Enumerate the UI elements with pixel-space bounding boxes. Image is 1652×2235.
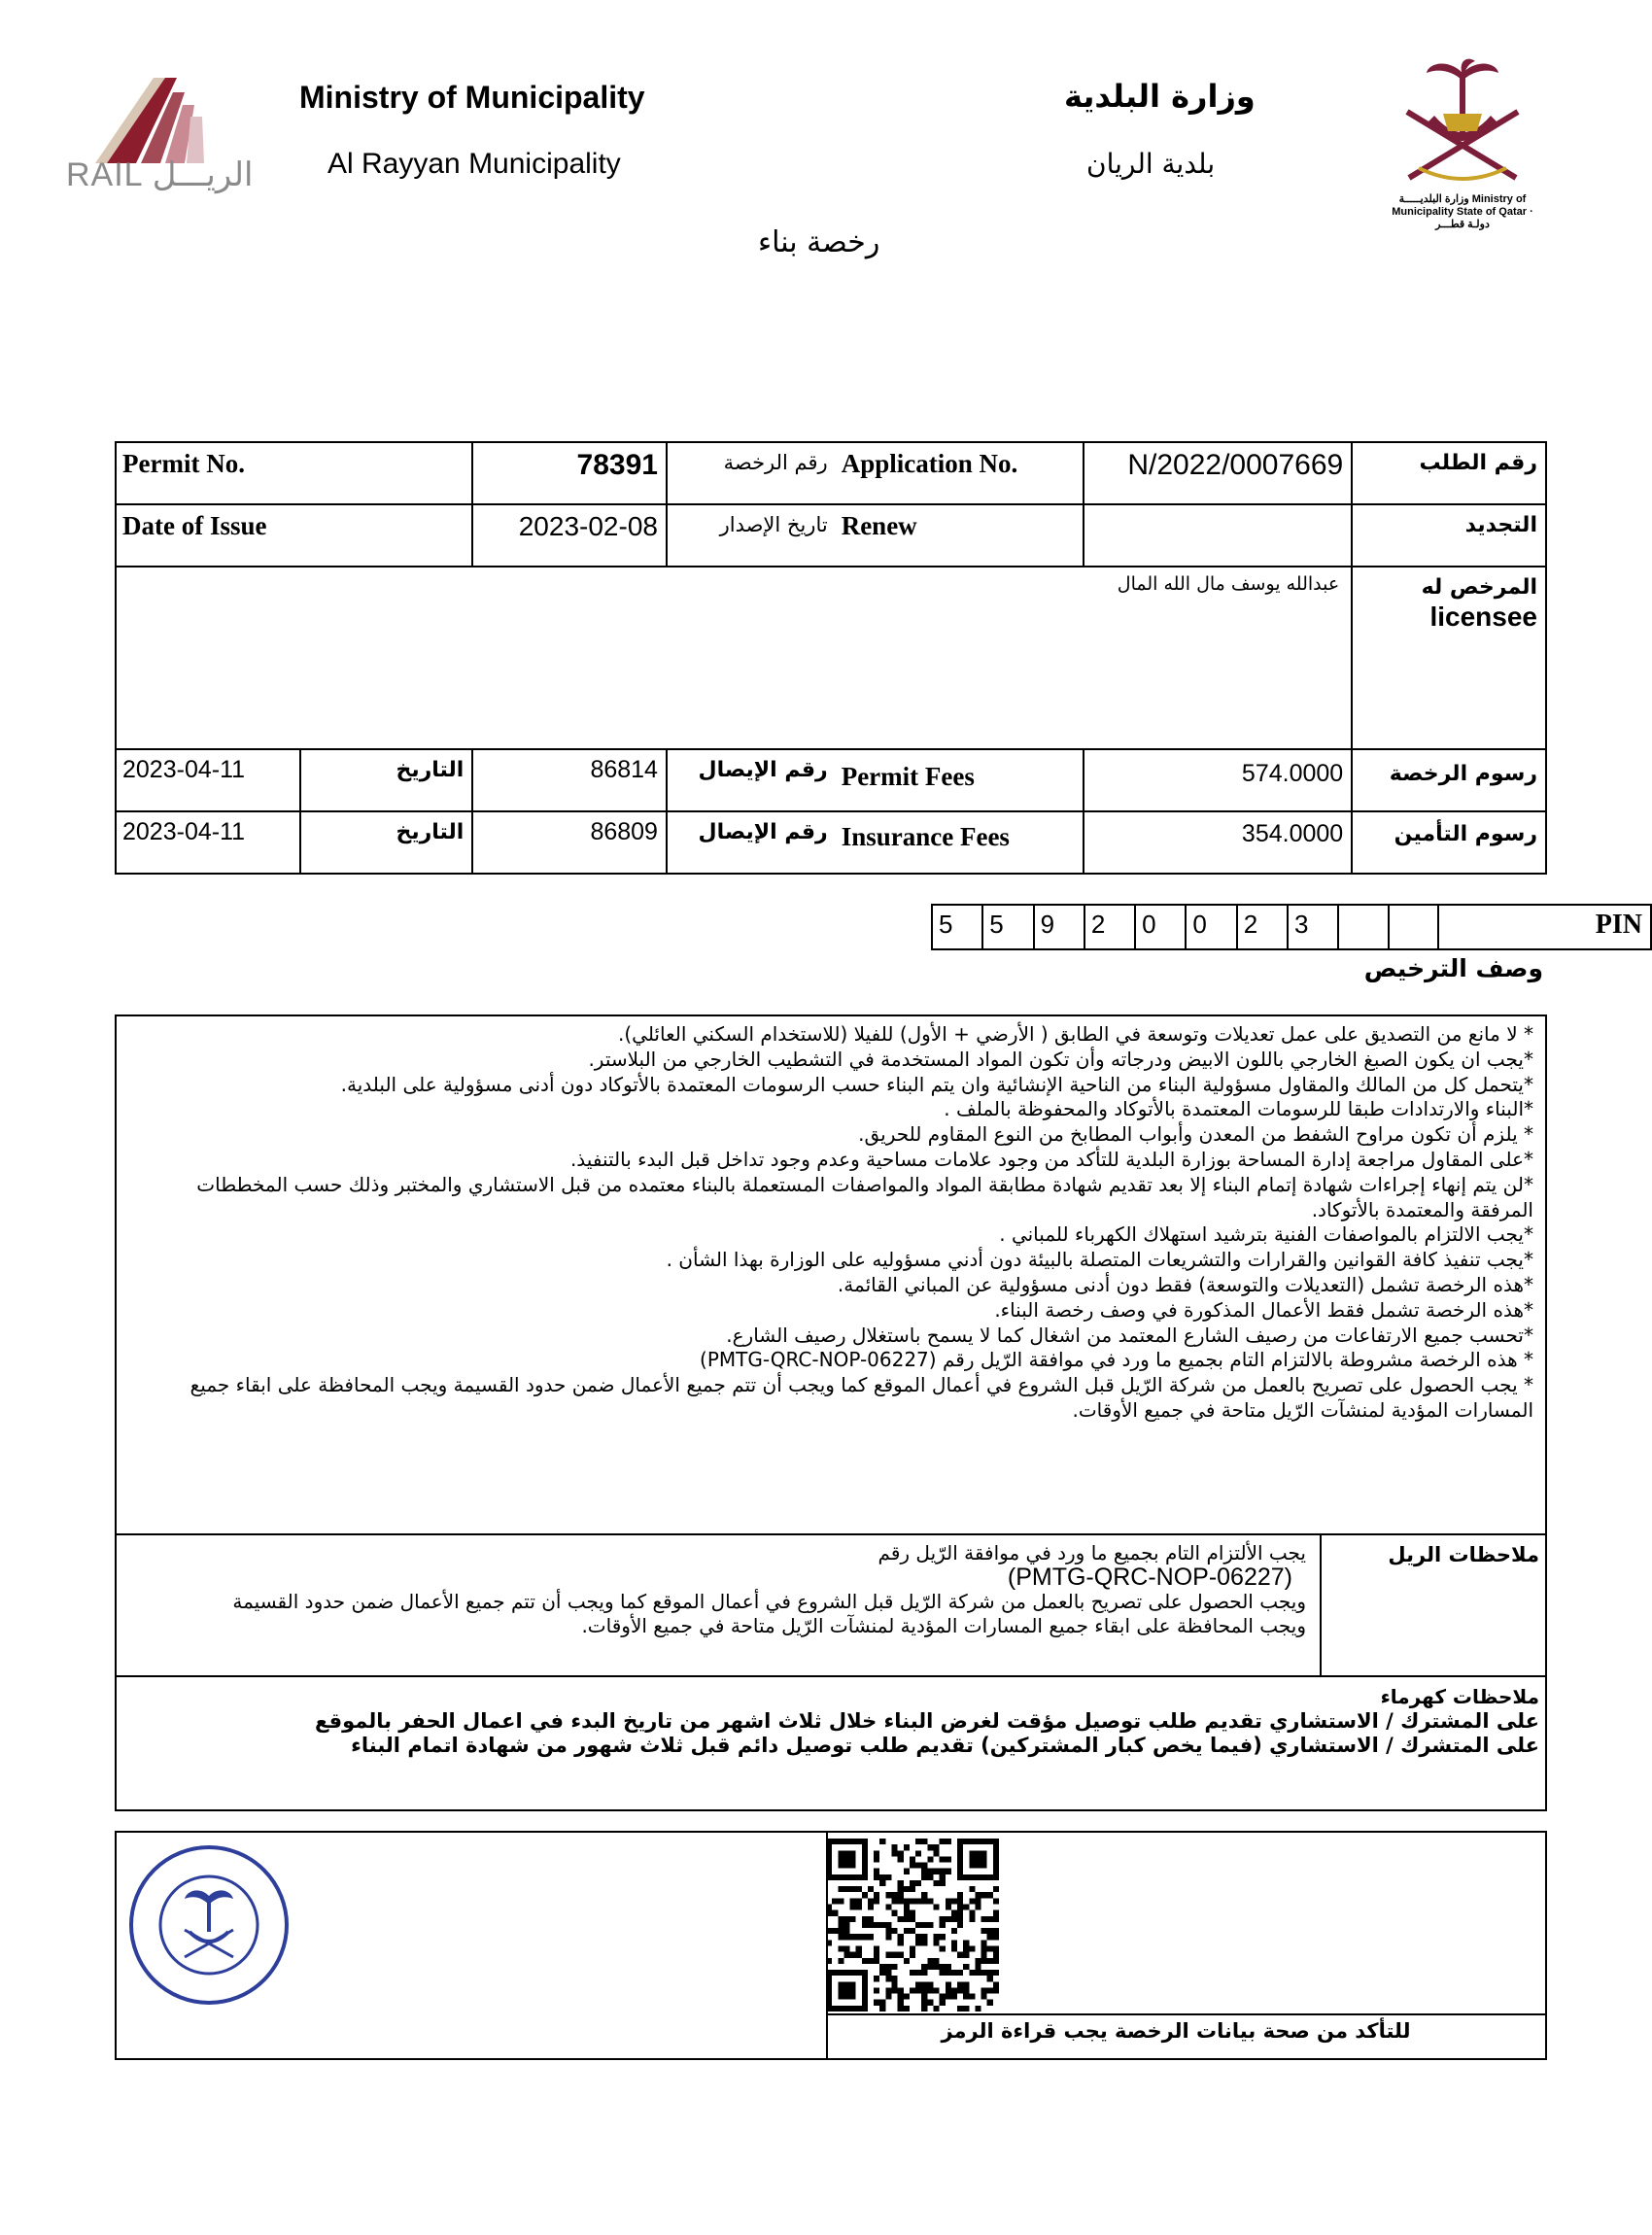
permit-fees-label: Permit Fees xyxy=(836,749,1084,811)
renew-value xyxy=(1084,504,1352,567)
fees-row-permit xyxy=(116,749,1546,811)
municipality-name-en: Al Rayyan Municipality xyxy=(327,148,621,180)
rail-note-line: ويجب المحافظة على ابقاء جميع المسارات المؤدية لمنشآت الرّيل متاحة في جميع الأوقات. xyxy=(581,1614,1306,1637)
date-of-issue-value: 2023-02-08 xyxy=(472,504,667,567)
pin-table xyxy=(931,904,1652,950)
stamp-seal-icon xyxy=(126,1842,292,2008)
municipality-name-ar: بلدية الريان xyxy=(1086,148,1216,180)
licensee-label-ar: المرخص له xyxy=(1421,575,1537,600)
kahramaa-notes-label: ملاحظات كهرماء xyxy=(1380,1685,1539,1708)
date-of-issue-label-ar xyxy=(667,504,836,567)
permit-fees-label-ar: رسوم الرخصة xyxy=(1352,749,1546,811)
kahramaa-note-line: على المتشرك / الاستشاري (فيما يخص كبار المشتركين) تقديم طلب توصيل دائم قبل ثلاث شهور من شهادة اتمام البناء xyxy=(351,1734,1539,1757)
kahramaa-note-line: على المشترك / الاستشاري تقديم طلب توصيل مؤقت لغرض البناء خلال ثلاث اشهر من تاريخ البدء في اعمال الحفر بالموقع xyxy=(314,1709,1539,1733)
pin-digit: 2 xyxy=(1237,905,1288,949)
permit-no-label-ar xyxy=(667,442,836,504)
licensee-name: عبدالله يوسف مال الله المال xyxy=(1117,573,1340,595)
fee-receipt-label: رقم الإيصال xyxy=(667,811,836,874)
rail-note-line: ويجب الحصول على تصريح بالعمل من شركة الرّيل قبل الشروع في أعمال الموقع كما ويجب أن تتم جميع الأعمال ضمن حدود القسيمة xyxy=(232,1590,1306,1613)
application-no-value: N/2022/0007669 xyxy=(1084,442,1352,504)
ministry-name-en: Ministry of Municipality xyxy=(299,80,645,115)
rail-logo-text: RAIL الريـــل xyxy=(66,156,254,193)
fee-date-label: التاريخ xyxy=(300,749,473,811)
insurance-fees-amount: 354.0000 xyxy=(1084,811,1352,874)
rail-notes-label: ملاحظات الريل xyxy=(1388,1543,1539,1566)
condition-item: *على المقاول مراجعة إدارة المساحة بوزارة البلدية للتأكد من وجود علامات مساحية وعدم وجود تداخل قبل البدء بالتنفيذ. xyxy=(569,1147,1533,1171)
ministry-emblem-logo xyxy=(1390,53,1535,238)
insurance-fees-label-ar: رسوم التأمين xyxy=(1352,811,1546,874)
rail-note-line: يجب الألتزام التام بجميع ما ورد في موافقة الرّيل رقم xyxy=(878,1541,1306,1564)
condition-item: * يلزم أن تكون مراوح الشفط من المعدن وأبواب المطابخ من النوع المقاوم للحريق. xyxy=(858,1122,1533,1147)
verify-instruction: للتأكد من صحة بيانات الرخصة يجب قراءة الرمز xyxy=(941,2019,1411,2043)
fee-date-label: التاريخ xyxy=(300,811,473,874)
rail-note-reference: (PMTG-QRC-NOP-06227) xyxy=(1007,1564,1292,1591)
pin-digit: 2 xyxy=(1084,905,1135,949)
permit-description-title: وصف الترخيص xyxy=(1363,954,1543,982)
rail-notes-divider xyxy=(1320,1535,1322,1677)
condition-item: *يجب ان يكون الصبغ الخارجي باللون الابيض ودرجاته وأن تكون المواد المستخدمة في التشطيب الخارجي من البلاستر. xyxy=(588,1047,1533,1071)
application-no-label: Application No. xyxy=(836,442,1084,504)
document-title: رخصة بناء xyxy=(758,225,880,259)
verification-box xyxy=(115,1831,1547,2060)
application-no-label-ar: رقم الطلب xyxy=(1352,442,1546,504)
permit-conditions-box xyxy=(115,1014,1547,1535)
pin-digit: 5 xyxy=(932,905,982,949)
fee-date: 2023-04-11 xyxy=(116,749,300,811)
date-of-issue-label-ar-text: تاريخ الإصدار xyxy=(719,513,828,536)
insurance-fees-label: Insurance Fees xyxy=(836,811,1084,874)
bottom-divider-horizontal xyxy=(826,2013,1547,2015)
emblem-caption: وزارة البلديـــــة Ministry of Municipality State of Qatar · دولـة قطـــر xyxy=(1392,193,1533,230)
qr-code[interactable] xyxy=(826,1839,999,2012)
renew-label-ar: التجديد xyxy=(1352,504,1546,567)
permit-no-value: 78391 xyxy=(472,442,667,504)
condition-item: *يتحمل كل من المالك والمقاول مسؤولية البناء من الناحية الإنشائية وان يتم البناء حسب الرسومات المعتمدة بالأتوكاد دون أدنى مسؤولية على البلدية. xyxy=(340,1072,1533,1096)
fee-date: 2023-04-11 xyxy=(116,811,300,874)
permit-no-label: Permit No. xyxy=(116,442,472,504)
ministry-name-ar: وزارة البلدية xyxy=(1064,78,1256,115)
condition-item: *يجب تنفيذ كافة القوانين والقرارات والتشريعات المتصلة بالبيئة دون أدني مسؤوليه على الوزارة بهذا الشأن . xyxy=(666,1248,1533,1272)
fee-receipt-label: رقم الإيصال xyxy=(667,749,836,811)
pin-digit: 5 xyxy=(982,905,1033,949)
permit-fees-amount: 574.0000 xyxy=(1084,749,1352,811)
kahramaa-notes-box xyxy=(115,1675,1547,1811)
condition-item: * لا مانع من التصديق على عمل تعديلات وتوسعة في الطابق ( الأرضي + الأول) للفيلا (للاستخدام السكني العائلي). xyxy=(617,1022,1533,1046)
licensee-name-cell xyxy=(116,567,1352,749)
palm-swords-icon xyxy=(1390,53,1535,189)
pin-digit: 0 xyxy=(1135,905,1186,949)
condition-item: *هذه الرخصة تشمل فقط الأعمال المذكورة في وصف رخصة البناء. xyxy=(994,1297,1533,1322)
fee-receipt-no: 86814 xyxy=(472,749,667,811)
official-stamp xyxy=(126,1842,292,2008)
condition-item: *هذه الرخصة تشمل (التعديلات والتوسعة) فقط دون أدنى مسؤولية عن المباني القائمة. xyxy=(837,1272,1533,1296)
fees-row-insurance xyxy=(116,811,1546,874)
pin-digit: 9 xyxy=(1034,905,1084,949)
licensee-label-cell xyxy=(1352,567,1546,749)
rail-notes-text xyxy=(132,1541,1306,1638)
date-of-issue-label: Date of Issue xyxy=(116,504,472,567)
renew-label: Renew xyxy=(836,504,1084,567)
condition-item: * يجب الحصول على تصريح بالعمل من شركة الرّيل قبل الشروع في أعمال الموقع كما ويجب أن تتم جميع الأعمال ضمن حدود القسيمة ويجب المحافظة على ابقاء جميع المسارات المؤدية لمنشآت الرّيل متاحة في جميع الأوقات. xyxy=(189,1373,1533,1422)
condition-item: *البناء والارتدادات طبقا للرسومات المعتمدة بالأتوكاد والمحفوظة بالملف . xyxy=(944,1097,1533,1121)
condition-item: *يجب الالتزام بالمواصفات الفنية بترشيد استهلاك الكهرباء للمباني . xyxy=(999,1222,1533,1247)
pin-digit: 3 xyxy=(1288,905,1338,949)
licensee-label-en: licensee xyxy=(1429,602,1537,632)
pin-digit: 0 xyxy=(1186,905,1236,949)
pin-digit xyxy=(1338,905,1388,949)
condition-item: *تحسب جميع الارتفاعات من رصيف الشارع المعتمد من اشغال كما لا يسمح باستغلال رصيف الشارع. xyxy=(726,1323,1533,1347)
fee-receipt-no: 86809 xyxy=(472,811,667,874)
permit-details-table xyxy=(115,441,1547,875)
rail-notes-box xyxy=(115,1533,1547,1677)
pin-label: PIN xyxy=(1438,905,1651,949)
pin-digit xyxy=(1389,905,1438,949)
condition-item: *لن يتم إنهاء إجراءات شهادة إتمام البناء إلا بعد تقديم شهادة مطابقة المواد والمواصفات المستعملة بالبناء معتمده من قبل الاستشاري والمختبر وذلك حسب المخططات المرفقة والمعتمدة بالأتوكاد. xyxy=(196,1172,1533,1221)
permit-no-label-ar-text: رقم الرخصة xyxy=(723,451,828,474)
condition-item: * هذه الرخصة مشروطة بالالتزام التام بجميع ما ورد في موافقة الرّيل رقم (PMTG-QRC-NOP-06227) xyxy=(700,1348,1533,1372)
